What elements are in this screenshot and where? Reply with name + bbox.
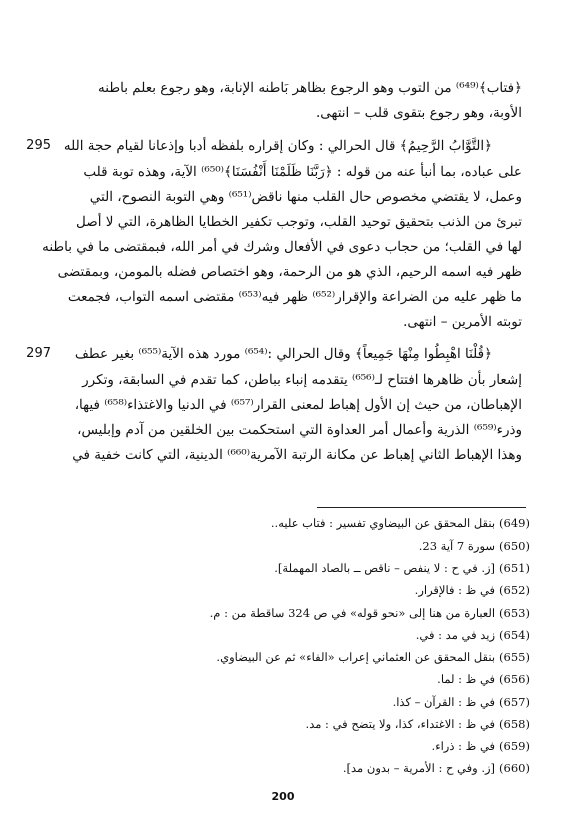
footnote [60,603,530,623]
footnote-number: (652) [499,583,530,597]
footnote-text: في ظ : القرآن – كذا. [392,695,496,709]
footnote [60,736,530,756]
body-line: تبرئ من الذنب بتحقيق توحيد القلب، وتوجب تكفير الخطايا الظاهرة، التي لا أصل [76,214,522,230]
footnote-text: بنقل المحقق عن العثماني إعراب «الفاء» ثم عن البيضاوي. [216,650,496,664]
body-line: الأوبة، وهو رجوع بتقوى قلب – انتهى. [315,105,522,121]
body-line: لها في القلب؛ من حجاب دعوى في الأفعال وشرك في أمر الله، فبمقتضى ما في باطنه [42,239,522,255]
body-line: توبته الأمرين – انتهى. [403,314,522,330]
body-line: ظهر فيه اسمه الرحيم، الذي هو من الرحمة، وهو اختصاص فضله بالمومن، وبمقتضى [57,264,522,280]
footnote [60,714,530,734]
footnote [60,513,530,533]
footnote [60,669,530,689]
body-line: وعمل، لا يقتضي مخصوص حال القلب منها ناقض⁽⁶⁵¹⁾ وهي التوبة النصوح، التي [89,189,522,205]
footnote-number: (656) [499,672,530,686]
body-line: على عباده، بما أنبأ عنه من قوله : ﴿رَبَّنَا ظَلَمْنَا أَنْفُسَنَا﴾⁽⁶⁵⁰⁾ الآية، وهذه توبة قلب [83,164,522,180]
body-line: ﴿فتاب﴾⁽⁶⁴⁹⁾ من التوب وهو الرجوع بظاهر بَاطنه الإنابة، وهو رجوع بعلم باطنه [98,80,522,96]
footnote-text: في ظ : فالإقرار. [414,583,496,597]
footnote [60,692,530,712]
footnote-divider [317,507,526,508]
footnote-text: في ظ : الاغتداء، كذا، ولا يتضح في : مد. [305,717,496,731]
footnote-number: (653) [499,606,530,620]
footnote-text: زيد في مد : في. [415,628,496,642]
footnote-text: [ز. وفي ح : الأمرية – بدون مد]. [342,761,496,775]
body-line: ﴿التَّوَّابُ الرَّحِيمُ﴾ قال الحرالي : وكان إقراره بلفظه أدبا وإذعانا لقيام حجة الله [63,138,492,154]
body-line: ما ظهر عليه من الضراعة والإقرار⁽⁶⁵²⁾ ظهر فيه⁽⁶⁵³⁾ مقتضى اسمه التواب، فجمعت [67,289,522,305]
footnote-number: (649) [499,516,530,530]
footnote [60,758,530,778]
footnote-text: في ظ : لما. [437,672,496,686]
footnote [60,580,530,600]
footnote [60,558,530,578]
body-line: إشعار بأن ظاهرها افتتاح لـ⁽⁶⁵⁶⁾ يتقدمه إنباء بباطن، كما تقدم في السابقة، وتكرر [82,372,522,388]
verse-number: 295 [26,138,51,153]
footnote [60,647,530,667]
footnote-number: (659) [499,739,530,753]
footnote [60,536,530,556]
footnote-number: (650) [499,539,530,553]
body-line: ﴿قُلْنَا اهْبِطُوا مِنْهَا جَمِيعاً﴾ وقال الحرالي :⁽⁶⁵⁴⁾ مورد هذه الآية⁽⁶⁵⁵⁾ بغير عطف [74,346,492,362]
footnote-number: (658) [499,717,530,731]
body-line: وهذا الإهباط الثاني إهباط عن مكانة الرتبة الآمرية⁽⁶⁶⁰⁾ الدينية، التي كانت خفية في [72,447,522,463]
body-line: الإهباطان، من حيث إن الأول إهباط لمعنى القرار⁽⁶⁵⁷⁾ في الدنيا والاغتذاء⁽⁶⁵⁸⁾ فيها، [74,397,522,413]
footnote-text: سورة 7 آية 23. [418,539,496,553]
footnote-number: (651) [499,561,530,575]
footnote-number: (654) [499,628,530,642]
footnote-text: [ز. في ح : لا ينفص – ناقص ــ بالصاد المهملة]. [274,561,496,575]
footnote [60,625,530,645]
footnote-text: في ظ : ذراء. [431,739,496,753]
verse-number: 297 [26,346,51,361]
footnote-number: (660) [499,761,530,775]
page-number: 200 [271,790,295,803]
body-line: وذرء⁽⁶⁵⁹⁾ الذرية وأعمال أمر العداوة التي استحكمت بين الخلقين من آدم وإبليس، [77,422,522,438]
footnote-number: (657) [499,695,530,709]
footnote-text: بنقل المحقق عن البيضاوي تفسير : فتاب عليه.. [270,516,496,530]
footnote-text: العبارة من هنا إلى «نحو قوله» في ص 324 ساقطة من : م. [209,606,496,620]
footnote-number: (655) [499,650,530,664]
